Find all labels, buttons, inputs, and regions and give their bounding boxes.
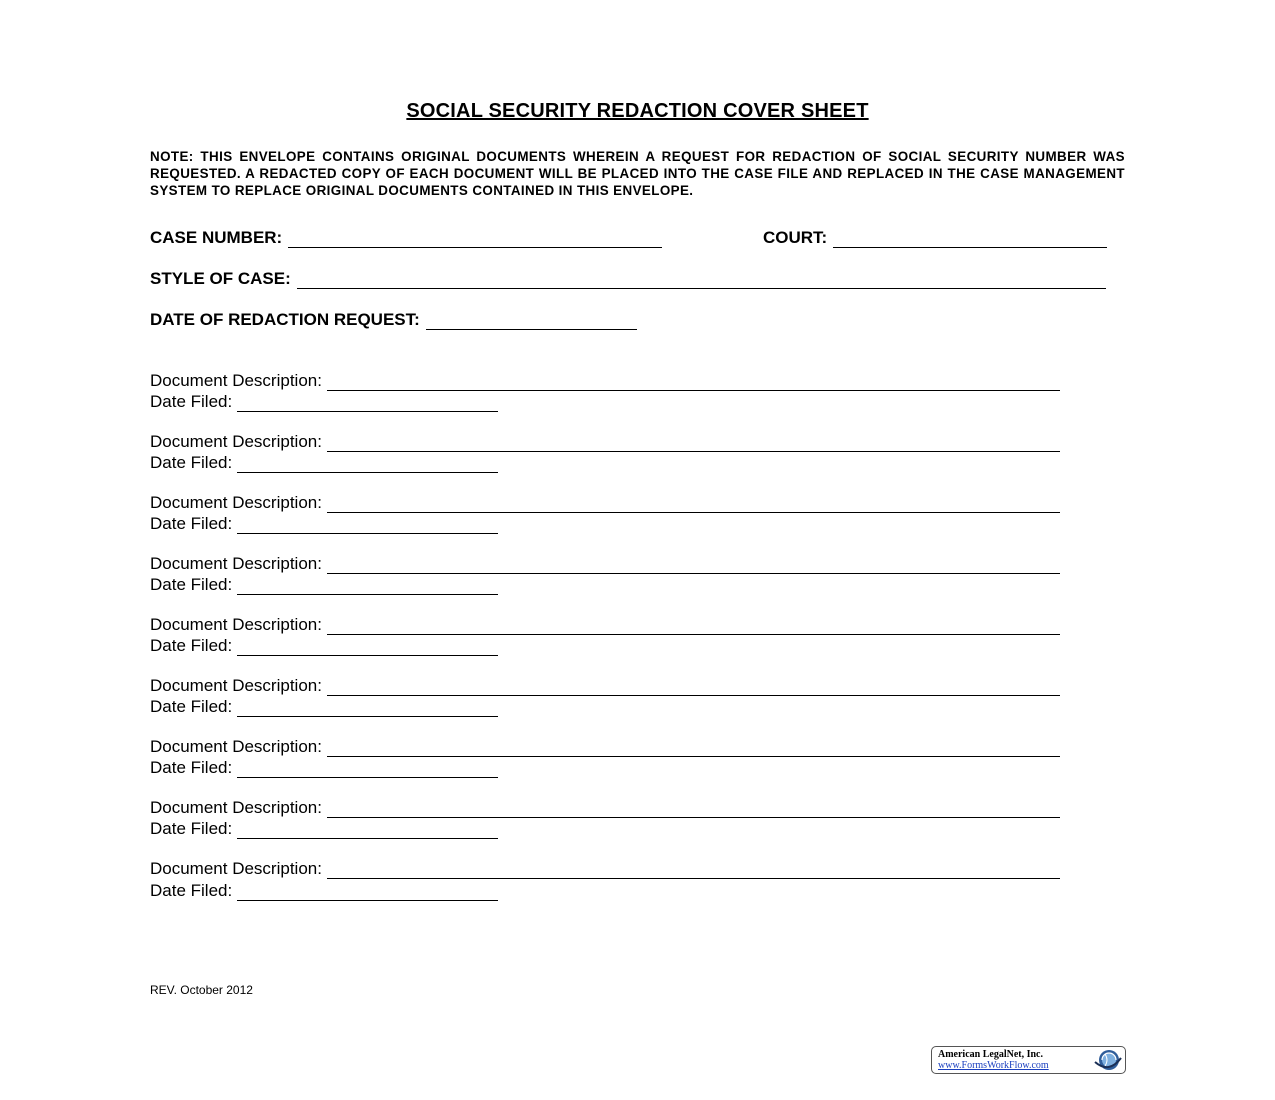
document-description-field[interactable] — [327, 498, 1060, 513]
document-description-field[interactable] — [327, 437, 1060, 452]
document-description-label: Document Description: — [150, 554, 322, 573]
document-description-label: Document Description: — [150, 737, 322, 756]
document-description-field[interactable] — [327, 803, 1060, 818]
case-number-label: CASE NUMBER: — [150, 228, 283, 247]
date-filed-field[interactable] — [237, 519, 498, 534]
date-filed-row — [150, 758, 498, 778]
date-filed-row — [150, 697, 498, 717]
date-filed-row — [150, 819, 498, 839]
document-description-row — [150, 554, 1060, 574]
date-filed-field[interactable] — [237, 824, 498, 839]
date-filed-row — [150, 453, 498, 473]
style-of-case-label: STYLE OF CASE: — [150, 269, 291, 288]
date-filed-label: Date Filed: — [150, 514, 233, 533]
document-description-field[interactable] — [327, 376, 1060, 391]
redaction-date-label: DATE OF REDACTION REQUEST: — [150, 310, 420, 329]
date-filed-label: Date Filed: — [150, 758, 233, 777]
document-description-field[interactable] — [327, 681, 1060, 696]
date-filed-field[interactable] — [237, 580, 498, 595]
date-filed-row — [150, 392, 498, 412]
date-filed-field[interactable] — [237, 702, 498, 717]
globe-logo-icon — [1089, 1048, 1123, 1072]
date-filed-row — [150, 514, 498, 534]
date-filed-row — [150, 575, 498, 595]
document-description-label: Document Description: — [150, 432, 322, 451]
document-description-field[interactable] — [327, 742, 1060, 757]
document-description-field[interactable] — [327, 559, 1060, 574]
document-description-row — [150, 493, 1060, 513]
date-filed-row — [150, 881, 498, 901]
date-filed-field[interactable] — [237, 886, 498, 901]
page-title: SOCIAL SECURITY REDACTION COVER SHEET — [406, 100, 869, 122]
envelope-note: NOTE: THIS ENVELOPE CONTAINS ORIGINAL DOCUMENTS WHEREIN A REQUEST FOR REDACTION OF SOCIAL SECURITY NUMBER WAS REQUESTED. A REDACTED COPY OF EACH DOCUMENT WILL BE PLACED INTO THE CASE FILE AND REPLACED IN THE CASE MANAGEMENT SYSTEM TO REPLACE ORIGINAL DOCUMENTS CONTAINED IN THIS ENVELOPE. — [150, 149, 1125, 198]
date-filed-label: Date Filed: — [150, 636, 233, 655]
american-legalnet-logo — [931, 1046, 1126, 1074]
date-filed-label: Date Filed: — [150, 453, 233, 472]
document-description-row — [150, 371, 1060, 391]
redaction-date-row — [150, 310, 637, 330]
document-description-field[interactable] — [327, 864, 1060, 879]
date-filed-label: Date Filed: — [150, 697, 233, 716]
document-description-field[interactable] — [327, 620, 1060, 635]
case-number-field[interactable] — [288, 233, 662, 248]
document-description-row — [150, 676, 1060, 696]
court-row — [763, 228, 1107, 248]
document-description-label: Document Description: — [150, 676, 322, 695]
document-description-row — [150, 615, 1060, 635]
style-of-case-field[interactable] — [297, 274, 1106, 289]
redaction-date-field[interactable] — [426, 315, 637, 330]
date-filed-field[interactable] — [237, 397, 498, 412]
date-filed-field[interactable] — [237, 458, 498, 473]
court-field[interactable] — [833, 233, 1107, 248]
date-filed-row — [150, 636, 498, 656]
document-description-label: Document Description: — [150, 859, 322, 878]
document-description-row — [150, 798, 1060, 818]
case-number-row — [150, 228, 662, 248]
document-description-label: Document Description: — [150, 615, 322, 634]
document-description-row — [150, 859, 1060, 879]
style-of-case-row — [150, 269, 1106, 289]
document-description-row — [150, 737, 1060, 757]
court-label: COURT: — [763, 228, 828, 247]
revision-note: REV. October 2012 — [150, 983, 253, 997]
document-description-row — [150, 432, 1060, 452]
logo-company-name: American LegalNet, Inc. — [938, 1049, 1043, 1060]
date-filed-field[interactable] — [237, 763, 498, 778]
date-filed-label: Date Filed: — [150, 392, 233, 411]
document-description-label: Document Description: — [150, 798, 322, 817]
date-filed-label: Date Filed: — [150, 881, 233, 900]
document-description-label: Document Description: — [150, 371, 322, 390]
logo-url-link[interactable]: www.FormsWorkFlow.com — [938, 1060, 1049, 1071]
date-filed-label: Date Filed: — [150, 575, 233, 594]
date-filed-field[interactable] — [237, 641, 498, 656]
document-description-label: Document Description: — [150, 493, 322, 512]
date-filed-label: Date Filed: — [150, 819, 233, 838]
